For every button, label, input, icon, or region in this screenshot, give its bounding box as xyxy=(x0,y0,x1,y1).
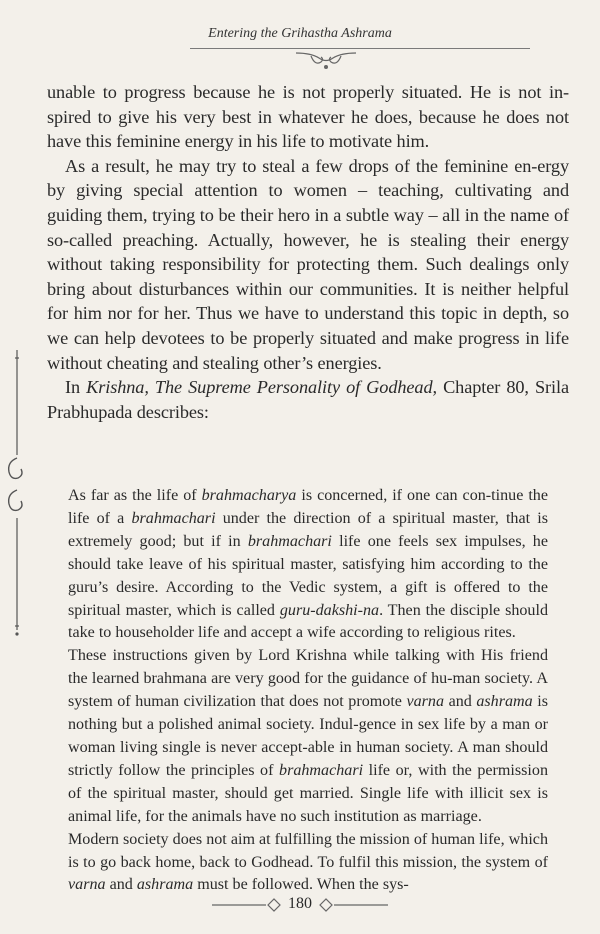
quote-text: life one feels sex impulses, he should take leave of his spiritual master, satisfying him according to the guru’s desire. According to the Vedic system, a gift is offered to the spiritual master, which is called xyxy=(68,532,548,619)
header-rule xyxy=(190,48,530,49)
quote-text: and xyxy=(105,876,137,894)
quote-emphasis: brahmacharya xyxy=(201,487,297,504)
quote-paragraph-2 xyxy=(68,645,548,828)
quote-paragraph-1 xyxy=(68,485,548,645)
quote-text: and xyxy=(444,693,477,711)
quote-emphasis: brahmachari xyxy=(247,532,332,550)
quote-emphasis: brahmachari xyxy=(131,509,216,527)
quote-emphasis: varna xyxy=(406,693,445,711)
body-text xyxy=(47,80,569,424)
quote-paragraph-3 xyxy=(68,829,548,898)
book-title: Krishna, The Supreme Personality of Godhead, xyxy=(86,377,437,398)
paragraph-1: unable to progress because he is not properly situated. He is not in-spired to give his very best in whatever he does, because he does not have this feminine energy in his life to motivate him. xyxy=(47,82,569,152)
header-ornament-icon xyxy=(291,50,361,72)
quote-emphasis: varna xyxy=(68,876,106,894)
paragraph-2: As a result, he may try to steal a few drops of the feminine en-ergy by giving special attention to women – teaching, cultivating and guiding them, trying to be their hero in a subtle way – all in the name of so-called preaching. Actually, however, he is stealing their energy without taking responsibility for protecting them. Such dealings only bring about disturbances within our communities. It is neither helpful for him nor for her. Thus we have to understand this topic in depth, so we can help devotees to be properly situated and make progress in life without cheating and stealing other’s energies. xyxy=(47,155,569,373)
quote-text: Modern society does not aim at fulfilling the mission of human life, which is to go back home, back to Godhead. To fulfil this mission, the system of xyxy=(68,830,548,871)
quote-text: under the direction of a spiritual master, that is extremely good; but if in xyxy=(68,509,548,550)
quote-text: . Then the disciple should take to householder life and accept a wife according to religious rites. xyxy=(68,601,548,642)
chapter-title: Entering the Grihastha Ashrama xyxy=(208,26,392,41)
quote-text: is concerned, if one can con-tinue the life of a xyxy=(68,487,548,527)
paragraph-3-lead: In xyxy=(65,377,87,398)
quote-emphasis: guru-dakshi-na xyxy=(279,601,380,619)
quote-text: life or, with the permission of the spiritual master, should get married. Single life with illicit sex is animal life, for the animals have no such institution as marriage. xyxy=(68,761,548,825)
quote-emphasis: ashrama xyxy=(476,693,533,711)
quote-text: must be followed. When the sys- xyxy=(193,876,409,894)
paragraph-3-tail: Chapter 80, Srila Prabhupada describes: xyxy=(47,377,570,422)
quote-emphasis: ashrama xyxy=(136,876,194,894)
page-number: 180 xyxy=(288,895,312,912)
block-quote xyxy=(68,485,548,897)
quote-text: These instructions given by Lord Krishna while talking with His friend the learned brahmana are very good for the guidance of hu-man society. A system of human civilization that does not promote xyxy=(68,647,548,711)
quote-emphasis: brahmachari xyxy=(279,761,364,779)
quote-text: is nothing but a polished animal society. Indul-gence in sex life by a man or woman living single is never accept-able in human society. A man should strictly follow the principles of xyxy=(68,693,548,779)
quote-text: As far as the life of xyxy=(68,487,202,504)
side-ornament-icon xyxy=(4,350,30,640)
paragraph-3 xyxy=(47,375,569,424)
